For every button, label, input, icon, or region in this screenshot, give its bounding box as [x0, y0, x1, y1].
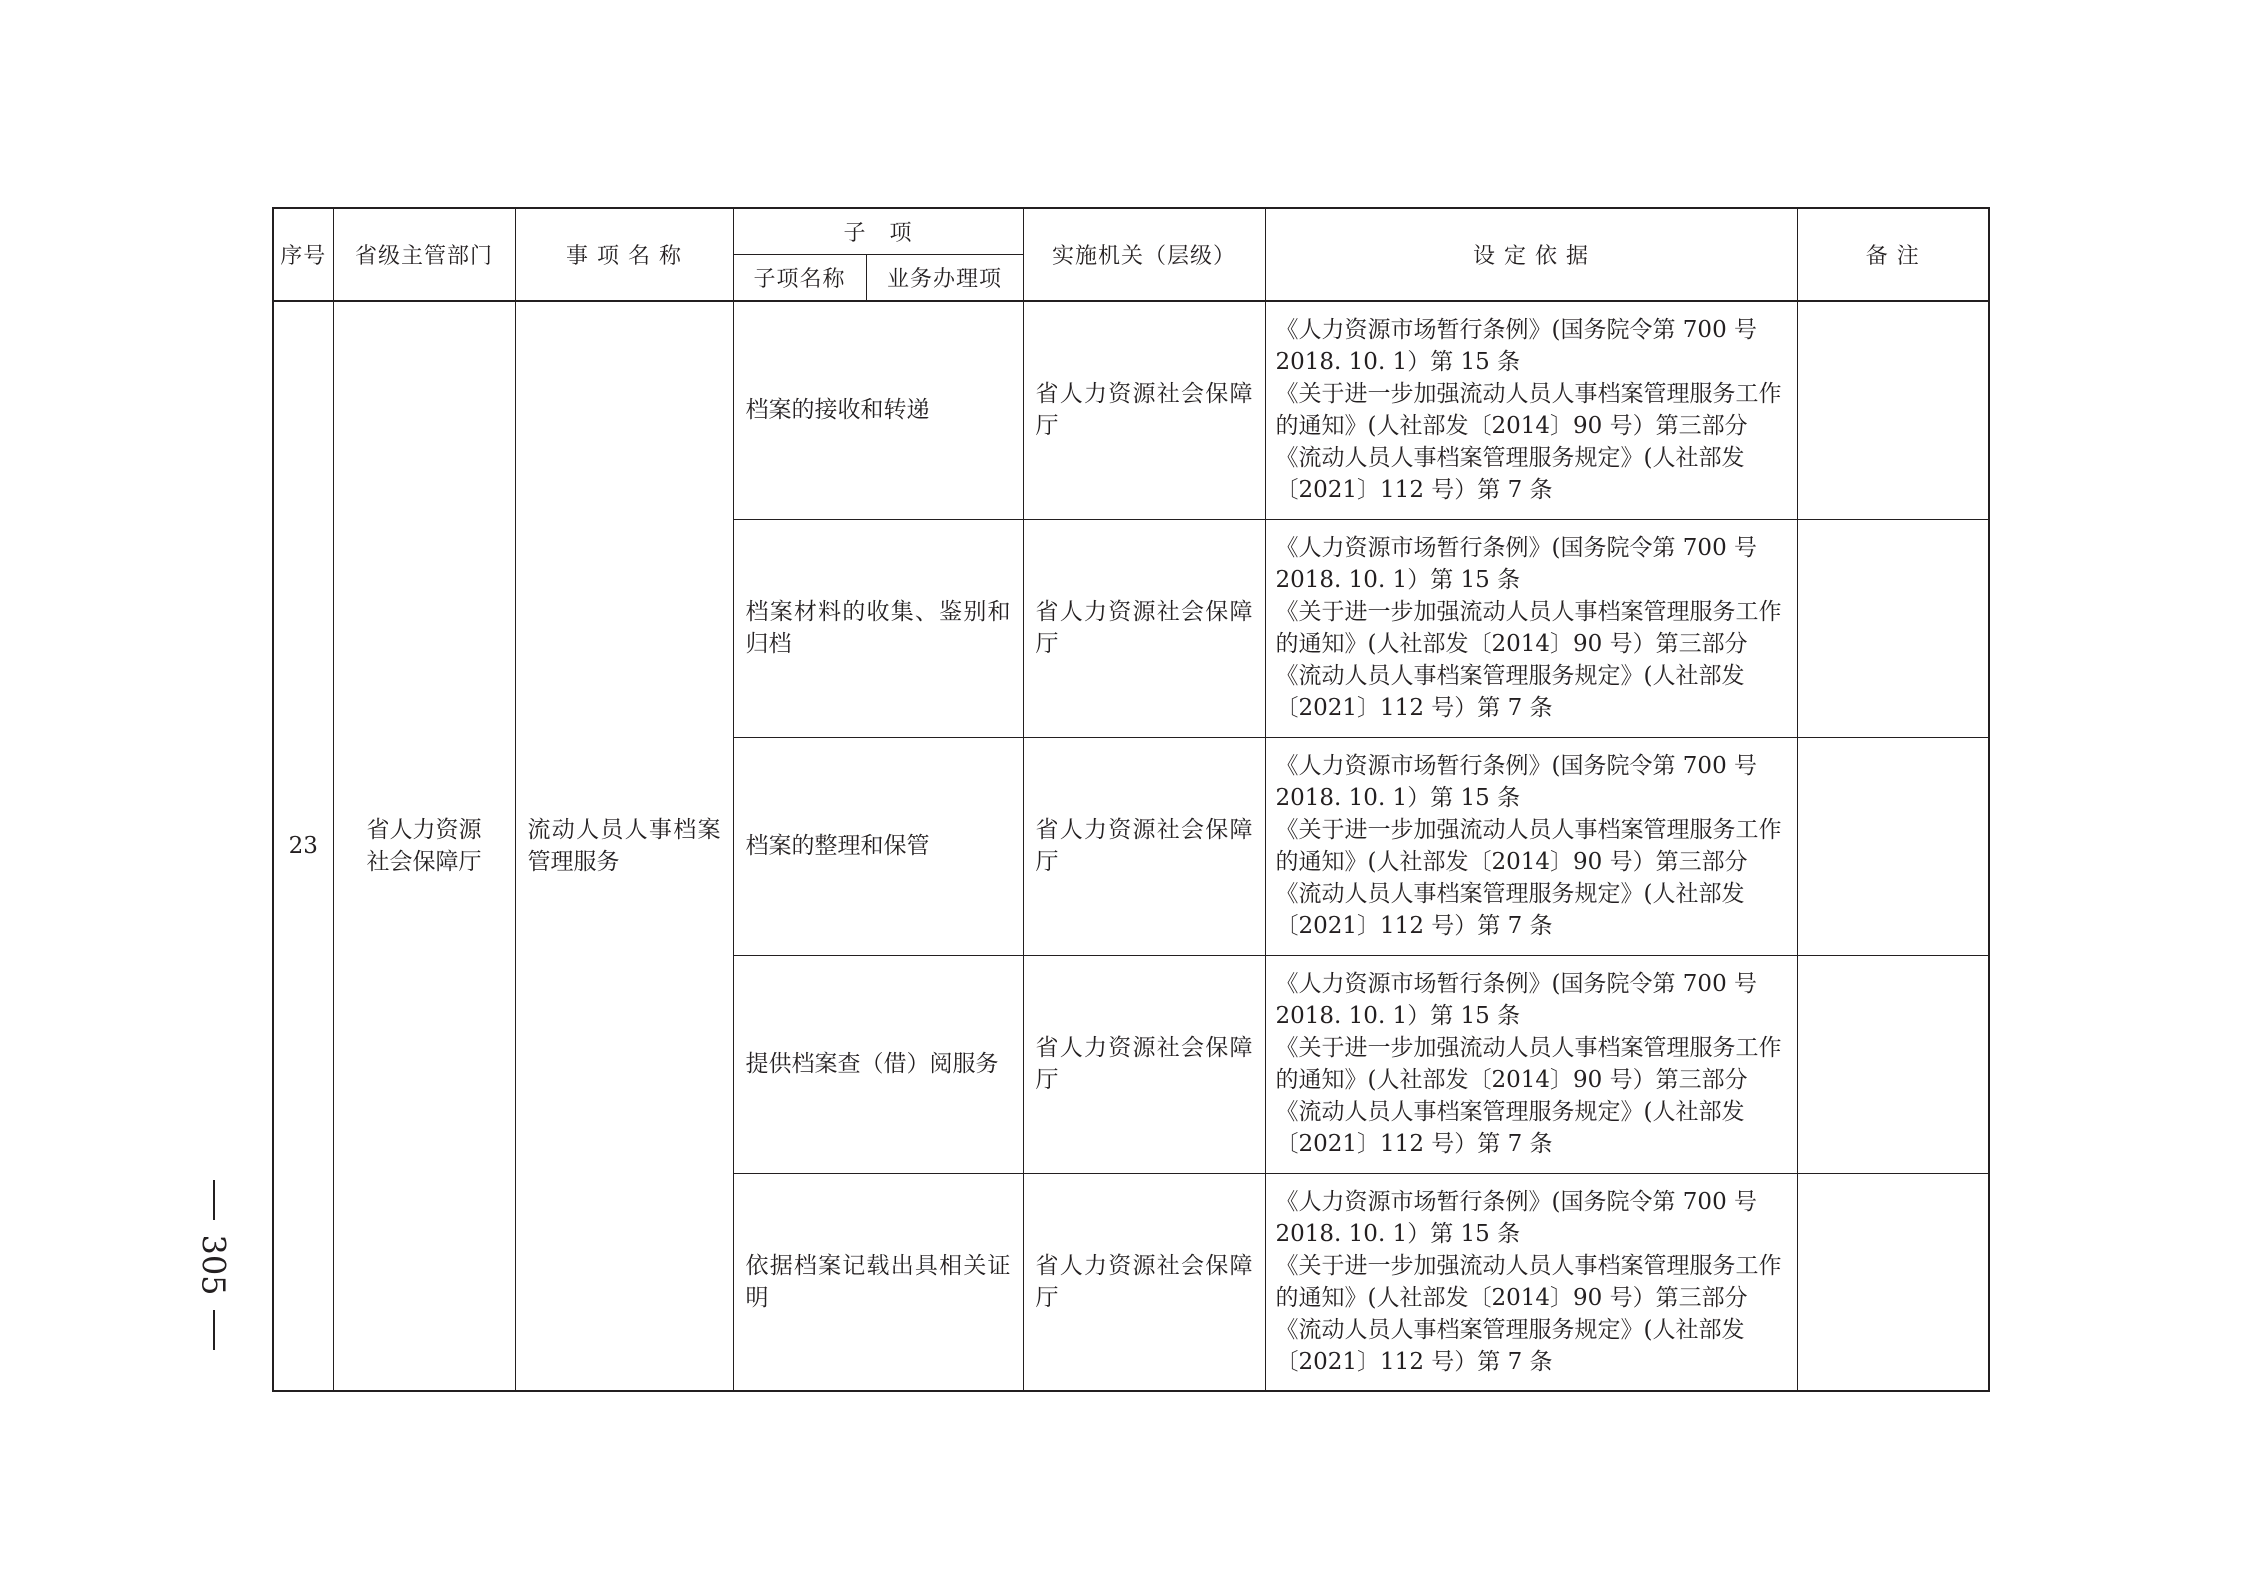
agency-cell: 省人力资源社会保障厅: [1023, 301, 1265, 519]
note-cell: [1797, 1173, 1989, 1391]
agency-cell: 省人力资源社会保障厅: [1023, 955, 1265, 1173]
note-cell: [1797, 301, 1989, 519]
header-item-name: 事 项 名 称: [515, 208, 733, 301]
subitem-name-cell: 档案材料的收集、鉴别和归档: [733, 519, 1023, 737]
page-number-dash-top: [213, 1180, 215, 1220]
basis-cell: 《人力资源市场暂行条例》(国务院令第 700 号 2018. 10. 1）第 15 条 《关于进一步加强流动人员人事档案管理服务工作的通知》(人社部发〔2014〕90 号）第三部分 《流动人员人事档案管理服务规定》(人社部发〔2021〕112 号）第 7 条: [1265, 955, 1797, 1173]
page-number-dash-bottom: [213, 1310, 215, 1350]
basis-cell: 《人力资源市场暂行条例》(国务院令第 700 号 2018. 10. 1）第 15 条 《关于进一步加强流动人员人事档案管理服务工作的通知》(人社部发〔2014〕90 号）第三部分 《流动人员人事档案管理服务规定》(人社部发〔2021〕112 号）第 7 条: [1265, 1173, 1797, 1391]
note-cell: [1797, 955, 1989, 1173]
header-business: 业务办理项: [866, 255, 1023, 302]
table-header: [273, 208, 1989, 301]
subitem-name-cell: 档案的接收和转递: [733, 301, 1023, 519]
basis-cell: 《人力资源市场暂行条例》(国务院令第 700 号 2018. 10. 1）第 15 条 《关于进一步加强流动人员人事档案管理服务工作的通知》(人社部发〔2014〕90 号）第三部分 《流动人员人事档案管理服务规定》(人社部发〔2021〕112 号）第 7 条: [1265, 737, 1797, 955]
subitem-name-cell: 依据档案记载出具相关证明: [733, 1173, 1023, 1391]
header-sub-name: 子项名称: [733, 255, 866, 302]
table-row: [273, 301, 1989, 519]
header-sub: 子 项: [733, 208, 1023, 255]
header-note: 备 注: [1797, 208, 1989, 301]
basis-cell: 《人力资源市场暂行条例》(国务院令第 700 号 2018. 10. 1）第 15 条 《关于进一步加强流动人员人事档案管理服务工作的通知》(人社部发〔2014〕90 号）第三部分 《流动人员人事档案管理服务规定》(人社部发〔2021〕112 号）第 7 条: [1265, 301, 1797, 519]
note-cell: [1797, 737, 1989, 955]
item-table: [272, 207, 1990, 1392]
header-seq: 序号: [273, 208, 333, 301]
subitem-name-cell: 档案的整理和保管: [733, 737, 1023, 955]
basis-cell: 《人力资源市场暂行条例》(国务院令第 700 号 2018. 10. 1）第 15 条 《关于进一步加强流动人员人事档案管理服务工作的通知》(人社部发〔2014〕90 号）第三部分 《流动人员人事档案管理服务规定》(人社部发〔2021〕112 号）第 7 条: [1265, 519, 1797, 737]
item-name-cell: 流动人员人事档案管理服务: [515, 301, 733, 1391]
header-basis: 设 定 依 据: [1265, 208, 1797, 301]
subitem-name-cell: 提供档案查（借）阅服务: [733, 955, 1023, 1173]
agency-cell: 省人力资源社会保障厅: [1023, 737, 1265, 955]
note-cell: [1797, 519, 1989, 737]
header-agency: 实施机关（层级）: [1023, 208, 1265, 301]
header-dept: 省级主管部门: [333, 208, 515, 301]
agency-cell: 省人力资源社会保障厅: [1023, 519, 1265, 737]
dept-cell: 省人力资源社会保障厅: [333, 301, 515, 1391]
seq-cell: 23: [273, 301, 333, 1391]
agency-cell: 省人力资源社会保障厅: [1023, 1173, 1265, 1391]
page-number: [192, 1180, 236, 1350]
page-number-text: 305: [195, 1234, 234, 1296]
